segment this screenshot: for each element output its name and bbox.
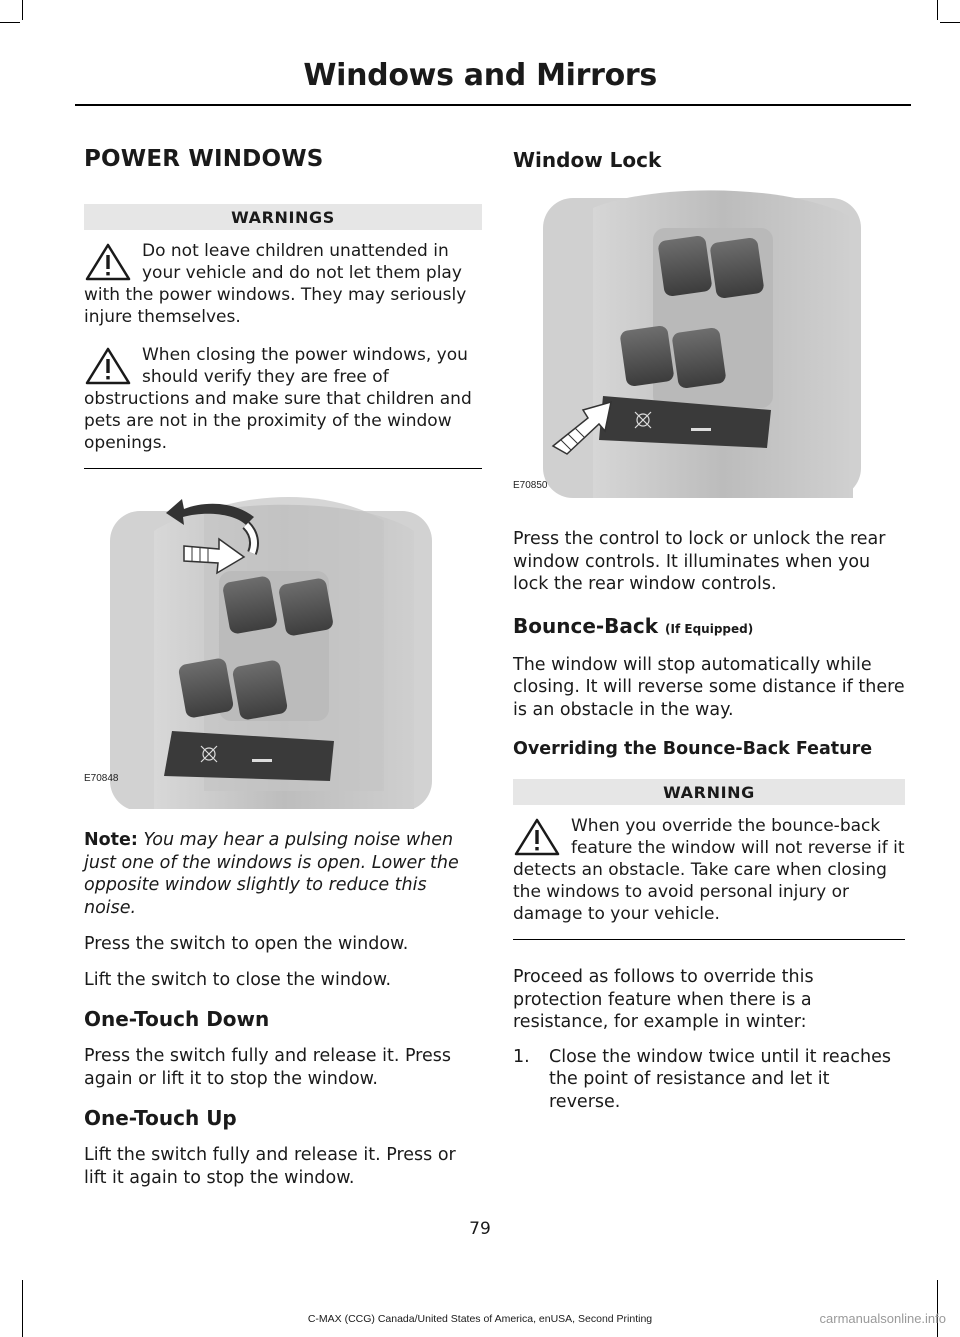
header-rule <box>75 104 911 106</box>
warning-triangle-icon <box>513 817 561 857</box>
press-paragraph: Press the switch to open the window. <box>84 934 409 954</box>
one-touch-down-title: One-Touch Down <box>84 1007 270 1031</box>
bounce-back-paragraph: The window will stop automatically while closing. It will reverse some distance if there is an obstacle in the way. <box>513 654 905 720</box>
crop-mark-tl <box>22 0 23 20</box>
warnings-heading: WARNINGS <box>84 204 482 230</box>
crop-mark-br <box>937 1280 938 1337</box>
warning-text: Do not leave children unattended in your vehicle and do not let them play with the power windows. They may seriously injure themselves. <box>84 241 467 327</box>
watermark: carmanualsonline.info <box>819 1311 946 1326</box>
warnings-block <box>84 204 482 469</box>
warning-block <box>513 779 905 940</box>
window-lock-paragraph: Press the control to lock or unlock the rear window controls. It illuminates when you lock the rear window controls. <box>513 529 886 594</box>
figure-code: E70848 <box>84 773 119 784</box>
proceed-paragraph: Proceed as follows to override this protection feature when there is a resistance, for example in winter: <box>513 967 814 1032</box>
right-column <box>513 130 905 1113</box>
note-paragraph <box>84 829 482 919</box>
lift-paragraph: Lift the switch to close the window. <box>84 969 392 990</box>
crop-mark-tr <box>937 0 938 20</box>
warning-triangle-icon <box>84 346 132 386</box>
list-item-text: Close the window twice until it reaches the point of resistance and let it reverse. <box>549 1046 891 1112</box>
crop-mark-tl-h <box>0 22 20 23</box>
override-title: Overriding the Bounce-Back Feature <box>513 739 873 759</box>
one-touch-down-paragraph: Press the switch fully and release it. Press again or lift it to stop the window. <box>84 1046 451 1089</box>
warning-text: When closing the power windows, you should verify they are free of obstructions and make sure that children and pets are not in the proximity of the window openings. <box>84 345 472 453</box>
page-header-title: Windows and Mirrors <box>303 58 657 93</box>
one-touch-up-title: One-Touch Up <box>84 1106 237 1130</box>
warning-triangle-icon <box>84 242 132 282</box>
window-lock-title: Window Lock <box>513 148 662 172</box>
bounce-back-title-text: Bounce-Back <box>513 613 659 638</box>
warning-item <box>84 240 482 328</box>
crop-mark-tr-h <box>940 22 960 23</box>
bounce-back-title <box>513 614 905 638</box>
list-item <box>513 1046 905 1114</box>
warning-item <box>513 815 905 925</box>
window-lock-illustration <box>513 188 905 506</box>
section-title: POWER WINDOWS <box>84 146 324 172</box>
warning-heading: WARNING <box>513 779 905 805</box>
figure-window-lock <box>513 188 905 506</box>
figure-window-switch <box>84 491 482 809</box>
list-item-number: 1. <box>513 1046 530 1067</box>
note-label: Note: <box>84 830 138 850</box>
note-text: You may hear a pulsing noise when just one of the windows is open. Lower the opposite window slightly to reduce this noise. <box>84 830 459 918</box>
one-touch-up-paragraph: Lift the switch fully and release it. Press or lift it again to stop the window. <box>84 1145 456 1188</box>
page-number: 79 <box>469 1219 491 1239</box>
left-column <box>84 130 482 1189</box>
window-switch-illustration <box>84 491 482 809</box>
warning-item <box>84 344 482 454</box>
print-info: C-MAX (CCG) Canada/United States of America, enUSA, Second Printing <box>307 1313 653 1325</box>
warning-text: When you override the bounce-back feature the window will not reverse if it detects an obstacle. Take care when closing the windows to avoid personal injury or damage to your vehicle. <box>513 816 905 924</box>
bounce-back-suffix: (If Equipped) <box>665 621 754 636</box>
crop-mark-bl <box>22 1280 23 1337</box>
figure-code: E70850 <box>513 480 548 491</box>
